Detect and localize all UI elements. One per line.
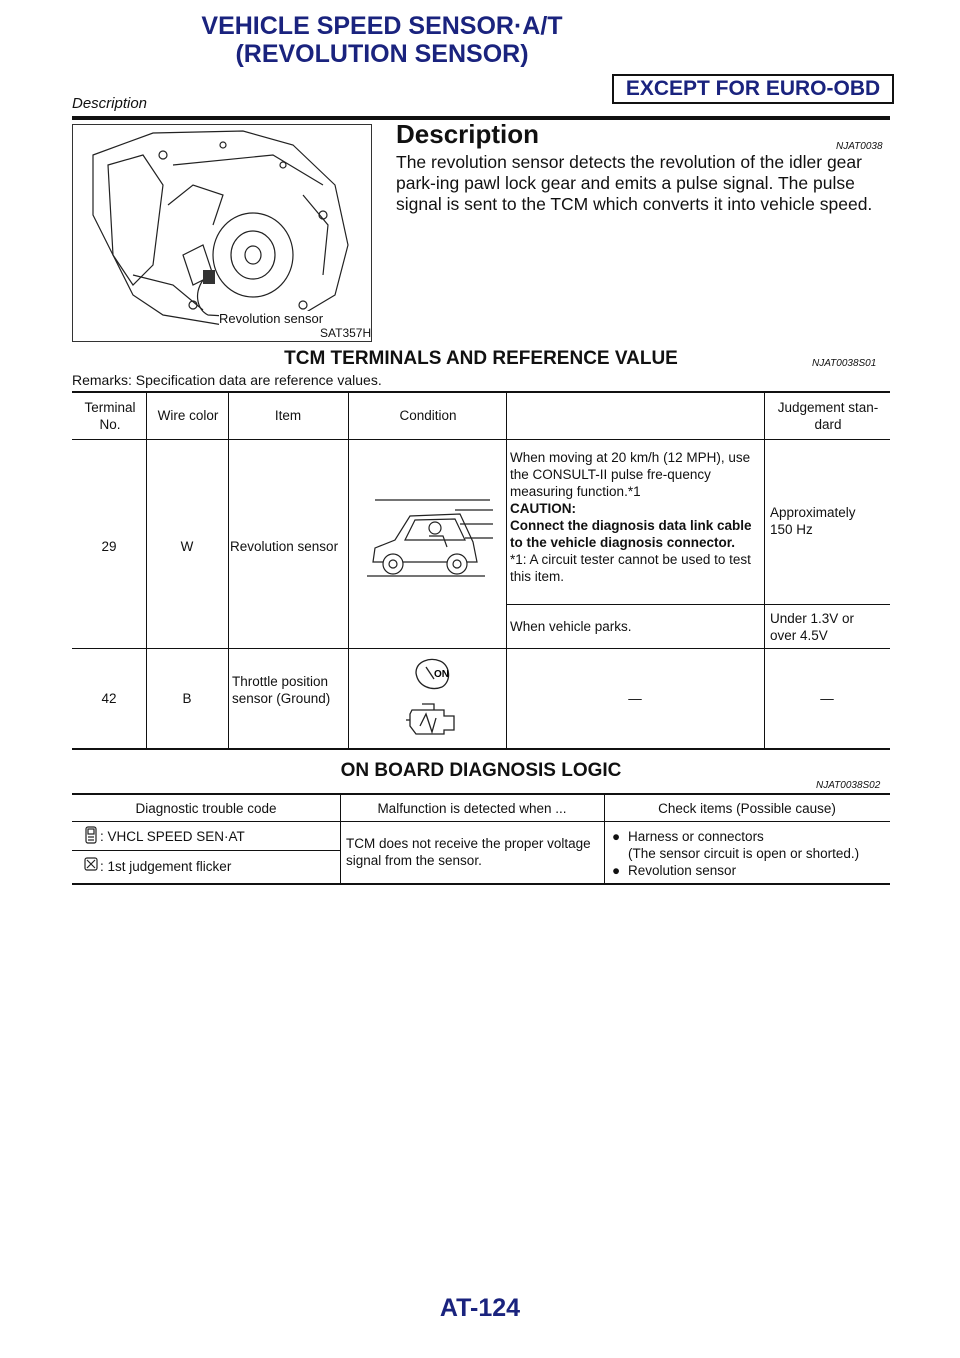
row1-caution-text: Connect the diagnosis data link cable to the vehicle diagnosis connector. [510,518,752,550]
header-subtitle: Description [72,95,148,112]
description-title: Description [396,119,540,149]
obd-header-rule [72,821,890,822]
obd-section-title: ON BOARD DIAGNOSIS LOGIC [340,760,622,781]
row1-item: Revolution sensor [230,539,339,554]
obd-malfunction-text: TCM does not receive the proper voltage signal from the sensor. [346,836,591,868]
dtc-flicker-text: : 1st judgement flicker [100,859,232,874]
row1-terminal: 29 [101,539,117,554]
row1-judgement: Approximately 150 Hz [770,505,856,537]
figure-label: Revolution sensor [219,311,324,326]
consult-icon [84,826,98,849]
ignition-key-on-icon [410,655,460,698]
dtc-consult-text: : VHCL SPEED SEN·AT [100,829,245,844]
check-bullet-2: ● [612,863,621,878]
col-header-terminal: Terminal No. [84,400,136,432]
obd-col-header-dtc: Diagnostic trouble code [135,801,277,816]
row2-item: Throttle position sensor (Ground) [232,674,331,706]
svg-text:ON: ON [434,669,449,680]
row2-terminal: 42 [101,691,117,706]
tcm-section-title: TCM TERMINALS AND REFERENCE VALUE [284,348,678,369]
row2-condition: — [628,691,642,706]
row1-condition-text: When moving at 20 km/h (12 MPH), use the CONSULT-II pulse fre-quency measuring function.*1 [510,450,751,499]
row1b-condition: When vehicle parks. [510,619,632,634]
figure-caption: SAT357H [320,326,372,340]
check-item-1: Harness or connectors [628,829,764,844]
obd-table-bottom-rule [72,883,890,885]
check-item-2: Revolution sensor [628,863,737,878]
obd-table-top-rule [72,793,890,795]
row1-caution-label: CAUTION: [510,501,576,516]
row2-wire: B [182,691,192,706]
tcm-section-code: NJAT0038S01 [812,358,877,369]
obd-col-header-check: Check items (Possible cause) [658,801,836,816]
transmission-illustration-icon [73,125,371,341]
tcm-table-top-rule [72,391,890,393]
page-number: AT-124 [439,1294,521,1322]
tcm-row-split-rule [506,604,890,605]
tcm-table-bottom-rule [72,748,890,750]
header-title-line2: (REVOLUTION SENSOR) [235,40,529,68]
col-header-judgement: Judgement stan-dard [777,400,879,432]
tcm-header-rule [72,439,890,440]
col-header-condition: Condition [399,408,457,423]
engine-check-icon [84,855,98,878]
row1b-judgement: Under 1.3V or over 4.5V [770,611,855,643]
row2-judgement: — [820,691,834,706]
row1-wire: W [180,539,194,554]
section-badge: EXCEPT FOR EURO-OBD [612,74,894,104]
obd-section-code: NJAT0038S02 [816,780,881,791]
check-bullet-1: ● [612,829,621,844]
tcm-remarks: Remarks: Specification data are reference values. [72,372,382,388]
obd-dtc-split-rule [72,850,340,851]
moving-car-icon [365,492,495,587]
page-header-title [72,12,692,68]
row1-condition [510,449,760,585]
transmission-figure [72,124,372,342]
check-item-1-sub: (The sensor circuit is open or shorted.) [628,846,860,861]
engine-icon [402,698,462,745]
obd-col-header-malfunction: Malfunction is detected when ... [377,801,567,816]
header-title-line1: VEHICLE SPEED SENSOR·A/T [201,12,563,40]
description-code: NJAT0038 [836,141,883,152]
row1-condition-note: *1: A circuit tester cannot be used to test this item. [510,552,751,584]
col-header-item: Item [274,408,302,423]
col-header-wire: Wire color [157,408,219,423]
description-text: The revolution sensor detects the revolution of the idler gear park-ing pawl lock gear and emits a pulse signal. The pulse signal is sent to the TCM which converts it into vehicle speed. [396,152,873,214]
tcm-row-rule [72,648,890,649]
